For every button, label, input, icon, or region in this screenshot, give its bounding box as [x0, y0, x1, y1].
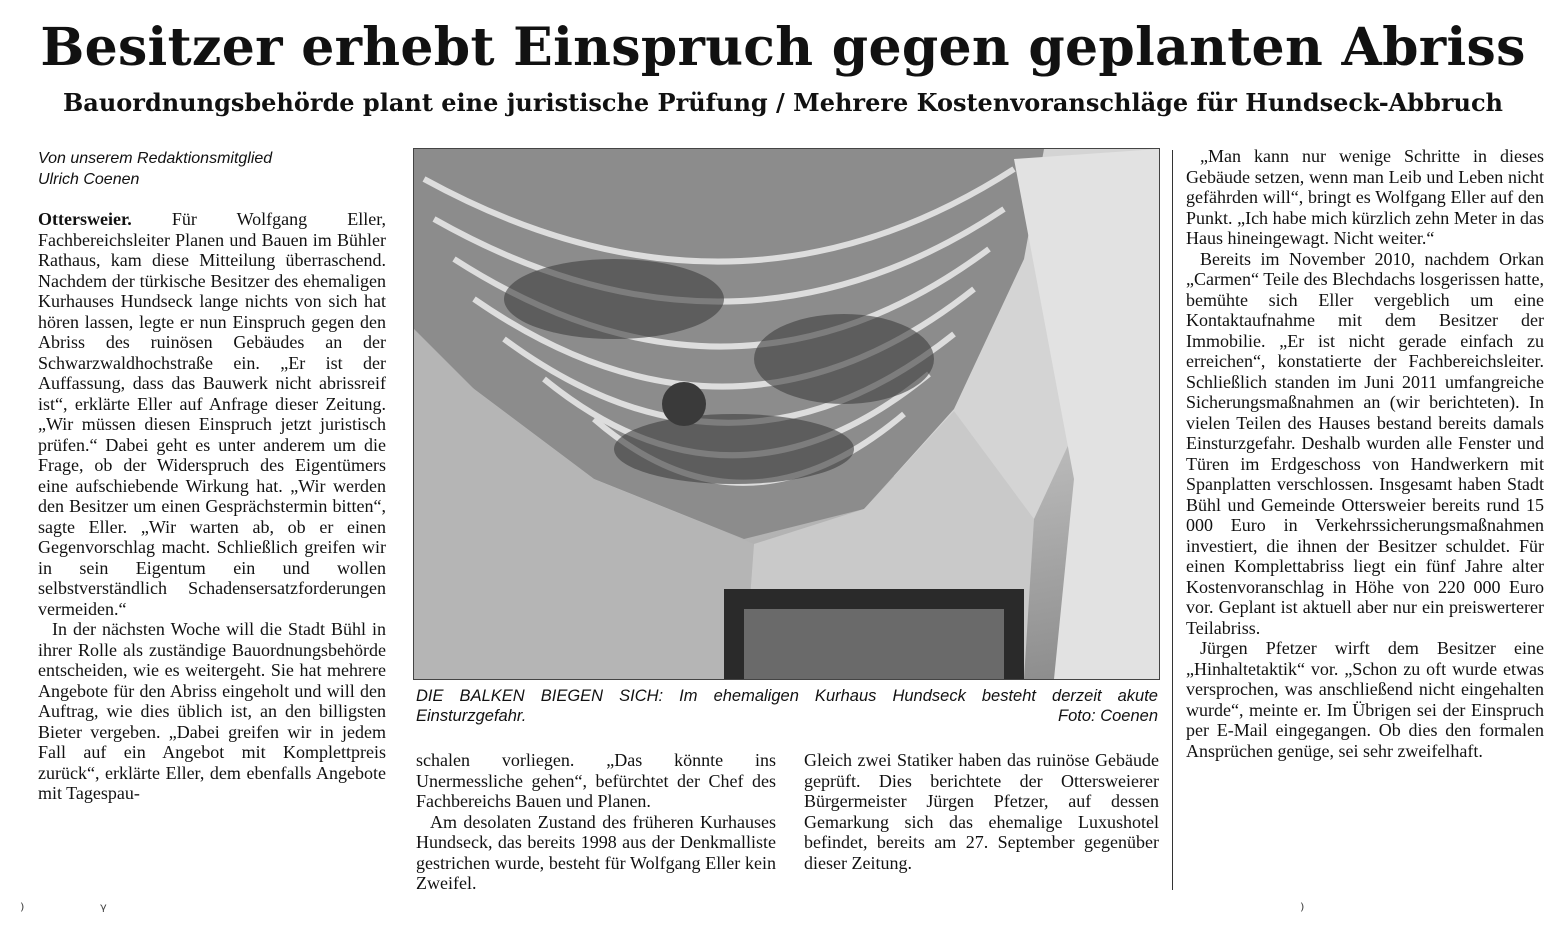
- photo-credit: Foto: Coenen: [1058, 707, 1158, 725]
- scan-artifact: ⁾: [20, 900, 25, 921]
- scan-artifact: ⁾: [1300, 900, 1305, 921]
- column-rule: [1172, 150, 1173, 890]
- article-column-2: [416, 750, 776, 894]
- paragraph: Am desolaten Zustand des früheren Kurhauses Hundseck, das bereits 1998 aus der Denkmalliste gestrichen wurde, besteht für Wolfgang Eller kein Zweifel.: [416, 811, 776, 893]
- scan-artifact: ᵞ: [100, 900, 107, 921]
- article-column-4: [1186, 146, 1544, 761]
- paragraph-text: Für Wolfgang Eller, Fachbereichsleiter Planen und Bauen im Bühler Rathaus, kam diese Mitteilung überraschend. Nachdem der türkische Besitzer des ehemaligen Kurhauses Hundseck lange nichts von sich hat hören lassen, legte er nun Einspruch gegen den Abriss des ruinösen Gebäudes an der Schwarzwaldhochstraße ein. „Er ist der Auffassung, dass das Bauwerk nicht abrissreif ist“, erklärte Eller auf Anfrage dieser Zeitung. „Wir müssen diesen Einspruch jetzt juristisch prüfen.“ Dabei geht es unter anderem um die Frage, ob der Widerspruch des Eigentümers eine aufschiebende Wirkung hat. „Wir werden den Besitzer um einen Gesprächstermin bitten“, sagte Eller. „Wir warten ab, ob er einen Gegenvorschlag macht. Schließlich greifen wir in sein Eigentum ein und wollen selbstverständlich Schadensersatzforderungen vermeiden.“: [38, 209, 386, 619]
- paragraph: „Man kann nur wenige Schritte in dieses Gebäude setzen, wenn man Leib und Leben nicht gefährden will“, bringt es Wolfgang Eller auf den Punkt. „Ich habe mich kürzlich zehn Meter in das Haus hineingewagt. Nicht weiter.“: [1186, 146, 1544, 248]
- article-column-1: [38, 209, 386, 804]
- headline: Besitzer erhebt Einspruch gegen geplanten Abriss: [40, 17, 1526, 78]
- photo-image: [414, 149, 1159, 679]
- paragraph: Bereits im November 2010, nachdem Orkan „Carmen“ Teile des Blechdachs losgerissen hatte, bemühte sich Eller vergeblich um eine Kontaktaufnahme mit dem Besitzer der Immobilie. „Er ist nicht gerade einfach zu erreichen“, konstatierte der Fachbereichsleiter. Schließlich standen im Juni 2011 umfangreiche Sicherungsmaßnahmen an (wir berichteten). In vielen Teilen des Hauses bestand bereits damals Einsturzgefahr. Deshalb wurden alle Fenster und Türen im Erdgeschoss von Handwerkern mit Spanplatten verschlossen. Insgesamt haben Stadt Bühl und Gemeinde Ottersweier bereits rund 15 000 Euro in Verkehrssicherungsmaßnahmen investiert, die ihnen der Besitzer schuldet. Für einen Komplettabriss liegt ein fünf Jahre alter Kostenvoranschlag in Höhe von 220 000 Euro vor. Geplant ist aktuell aber nur ein preiswerterer Teilabriss.: [1186, 248, 1544, 638]
- subheadline: Bauordnungsbehörde plant eine juristische Prüfung / Mehrere Kostenvoranschläge für Hundseck-Abbruch: [63, 88, 1503, 117]
- paragraph: In der nächsten Woche will die Stadt Bühl in ihrer Rolle als zuständige Bauordnungsbehörde entscheiden, wie es weitergeht. Sie hat mehrere Angebote für den Abriss eingeholt und will den Auftrag, wie dies üblich ist, an den billigsten Bieter vergeben. „Dabei greifen wir in jedem Fall auf ein Angebot mit Komplettpreis zurück“, erklärte Eller, dem ebenfalls Angebote mit Tagespau-: [38, 619, 386, 803]
- article-photo: [413, 148, 1160, 680]
- byline-author: Ulrich Coenen: [38, 171, 140, 188]
- byline-role: Von unserem Redaktionsmitglied: [38, 150, 273, 167]
- paragraph: Gleich zwei Statiker haben das ruinöse Gebäude geprüft. Dies berichtete der Ottersweierer Bürgermeister Jürgen Pfetzer, auf dessen Gemarkung sich das ehemalige Luxushotel befindet, bereits am 27. September gegenüber dieser Zeitung.: [804, 750, 1159, 873]
- article-column-3: [804, 750, 1159, 873]
- byline: [38, 148, 388, 190]
- caption-text: DIE BALKEN BIEGEN SICH: Im ehemaligen Kurhaus Hundseck besteht derzeit akute Einsturzgefahr.: [416, 687, 1158, 725]
- paragraph: schalen vorliegen. „Das könnte ins Unermessliche gehen“, befürchtet der Chef des Fachbereichs Bauen und Planen.: [416, 750, 776, 811]
- photo-caption: [416, 686, 1158, 726]
- dateline: Ottersweier.: [38, 209, 132, 229]
- paragraph: Jürgen Pfetzer wirft dem Besitzer eine „Hinhaltetaktik“ vor. „Schon zu oft wurde etwas versprochen, was anschließend nicht eingehalten wurde“, meinte er. Im Übrigen sei der Einspruch per E-Mail eingegangen. Ob dies den formalen Ansprüchen genüge, sei sehr zweifelhaft.: [1186, 638, 1544, 761]
- paragraph: [38, 209, 386, 619]
